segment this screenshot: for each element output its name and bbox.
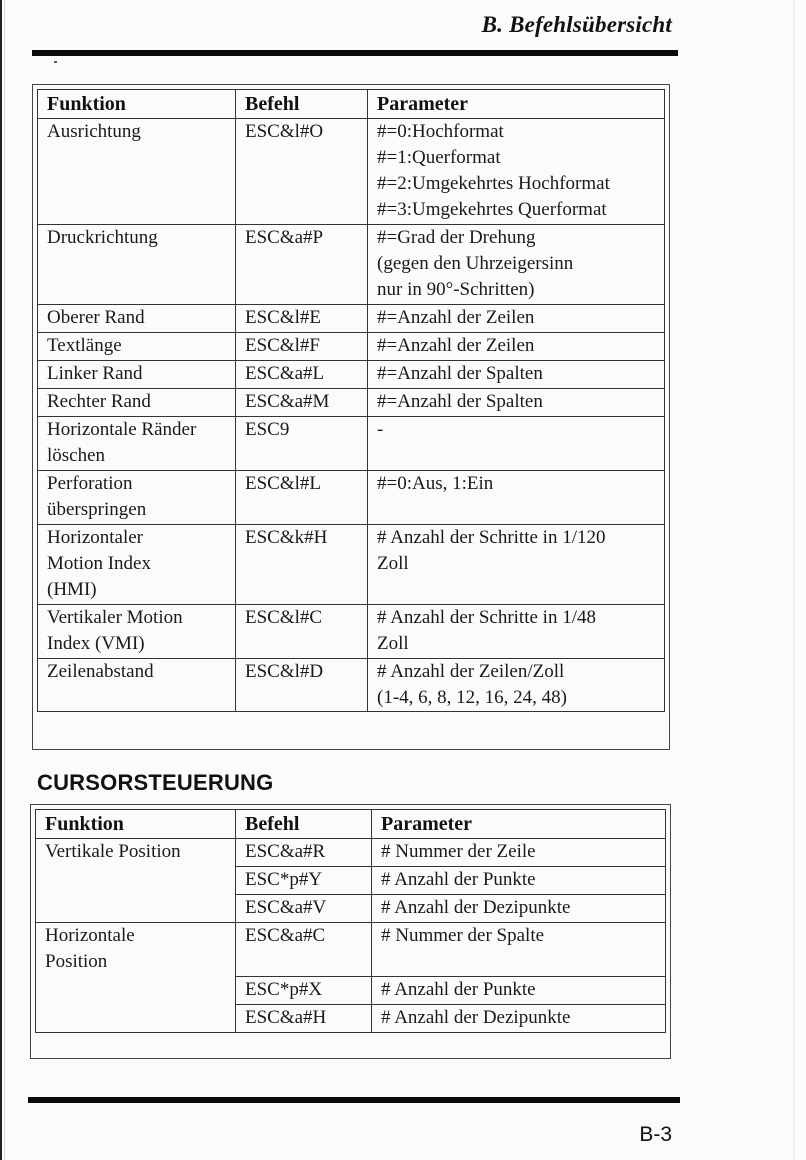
parameter-cell <box>368 305 665 333</box>
table-row <box>36 923 666 977</box>
parameter-cell-line: #=3:Umgekehrtes Querformat <box>377 199 607 220</box>
cursor-control-table <box>35 809 666 1033</box>
running-title: B. Befehlsübersicht <box>481 12 672 37</box>
funktion-cell <box>38 659 236 712</box>
parameter-cell <box>368 417 665 471</box>
column-header-befehl: Befehl <box>236 90 368 119</box>
cursor-control-table-body <box>36 839 666 1033</box>
befehl-cell: ESC&l#E <box>236 305 368 333</box>
parameter-cell: # Anzahl der Dezipunkte <box>372 1005 666 1033</box>
column-header-funktion: Funktion <box>36 810 236 839</box>
funktion-cell-line: überspringen <box>47 499 147 520</box>
page-format-table-frame <box>32 84 670 750</box>
befehl-cell: ESC*p#Y <box>236 867 372 895</box>
funktion-cell-line: Horizontale <box>45 925 135 946</box>
table-row <box>38 333 665 361</box>
cursor-control-table-frame <box>30 804 671 1059</box>
funktion-cell-line: Vertikaler Motion <box>47 607 183 628</box>
parameter-cell-line: nur in 90°-Schritten) <box>377 279 535 300</box>
section-heading-cursor-control: CURSORSTEUERUNG <box>37 770 274 795</box>
parameter-cell-line: #=Anzahl der Spalten <box>377 363 543 384</box>
funktion-cell <box>38 471 236 525</box>
table-row <box>36 839 666 867</box>
parameter-cell: # Nummer der Spalte <box>372 923 666 977</box>
befehl-cell: ESC&l#L <box>236 471 368 525</box>
parameter-cell-line: (gegen den Uhrzeigersinn <box>377 253 574 274</box>
funktion-cell-line: Textlänge <box>47 335 122 356</box>
befehl-cell: ESC&a#L <box>236 361 368 389</box>
parameter-cell-line: #=0:Hochformat <box>377 121 504 142</box>
funktion-cell <box>38 119 236 225</box>
funktion-cell <box>38 305 236 333</box>
funktion-cell <box>38 225 236 305</box>
funktion-cell <box>38 605 236 659</box>
funktion-cell <box>36 839 236 923</box>
funktion-cell <box>36 923 236 1033</box>
page-edge-shadow <box>4 0 5 1160</box>
parameter-cell: # Anzahl der Punkte <box>372 977 666 1005</box>
funktion-cell <box>38 361 236 389</box>
funktion-cell-line: Linker Rand <box>47 363 143 384</box>
befehl-cell: ESC&a#R <box>236 839 372 867</box>
table-row <box>38 471 665 525</box>
header-rule <box>32 50 678 56</box>
page-number: B-3 <box>639 1123 672 1146</box>
befehl-cell: ESC*p#X <box>236 977 372 1005</box>
page-format-table-body <box>38 119 665 712</box>
befehl-cell: ESC&a#H <box>236 1005 372 1033</box>
table-row <box>38 605 665 659</box>
parameter-cell-line: #=Anzahl der Zeilen <box>377 335 535 356</box>
parameter-cell-line: # Anzahl der Zeilen/Zoll <box>377 661 565 682</box>
parameter-cell-line: (1-4, 6, 8, 12, 16, 24, 48) <box>377 687 567 708</box>
parameter-cell-line: #=Anzahl der Spalten <box>377 391 543 412</box>
parameter-cell <box>368 361 665 389</box>
befehl-cell: ESC9 <box>236 417 368 471</box>
table-header-row <box>38 90 665 119</box>
funktion-cell-line: Position <box>45 951 108 972</box>
funktion-cell-line: (HMI) <box>47 579 97 600</box>
funktion-cell-line: Zeilenabstand <box>47 661 154 682</box>
parameter-cell-line: # Anzahl der Schritte in 1/48 <box>377 607 596 628</box>
parameter-cell: # Anzahl der Dezipunkte <box>372 895 666 923</box>
parameter-cell-line: #=Grad der Drehung <box>377 227 536 248</box>
parameter-cell <box>368 471 665 525</box>
befehl-cell: ESC&a#C <box>236 923 372 977</box>
parameter-cell-line: #=Anzahl der Zeilen <box>377 307 535 328</box>
parameter-cell: # Nummer der Zeile <box>372 839 666 867</box>
funktion-cell <box>38 333 236 361</box>
parameter-cell: # Anzahl der Punkte <box>372 867 666 895</box>
befehl-cell: ESC&l#O <box>236 119 368 225</box>
parameter-cell <box>368 605 665 659</box>
table-row <box>38 119 665 225</box>
funktion-cell-line: Druckrichtung <box>47 227 158 248</box>
parameter-cell <box>368 225 665 305</box>
table-row <box>38 417 665 471</box>
befehl-cell: ESC&k#H <box>236 525 368 605</box>
table-row <box>38 305 665 333</box>
parameter-cell-line: - <box>377 419 384 440</box>
funktion-cell-line: Perforation <box>47 473 133 494</box>
befehl-cell: ESC&l#C <box>236 605 368 659</box>
footer-rule <box>28 1097 680 1103</box>
funktion-cell-line: Horizontaler <box>47 527 144 548</box>
table-row <box>38 225 665 305</box>
befehl-cell: ESC&a#P <box>236 225 368 305</box>
parameter-cell <box>368 333 665 361</box>
funktion-cell-line: Motion Index <box>47 553 151 574</box>
scan-speck <box>54 61 57 63</box>
table-header-row <box>36 810 666 839</box>
page-format-table <box>37 89 665 712</box>
funktion-cell <box>38 525 236 605</box>
funktion-cell-line: Ausrichtung <box>47 121 141 142</box>
parameter-cell-line: # Anzahl der Schritte in 1/120 <box>377 527 606 548</box>
parameter-cell-line: #=1:Querformat <box>377 147 501 168</box>
funktion-cell-line: Horizontale Ränder <box>47 419 197 440</box>
funktion-cell-line: Oberer Rand <box>47 307 145 328</box>
funktion-cell-line: löschen <box>47 445 106 466</box>
parameter-cell-line: Zoll <box>377 633 409 654</box>
befehl-cell: ESC&a#V <box>236 895 372 923</box>
parameter-cell-line: #=0:Aus, 1:Ein <box>377 473 494 494</box>
parameter-cell-line: #=2:Umgekehrtes Hochformat <box>377 173 610 194</box>
page-edge-left <box>0 0 2 1160</box>
funktion-cell-line: Vertikale Position <box>45 841 181 862</box>
table-row <box>38 525 665 605</box>
funktion-cell-line: Index (VMI) <box>47 633 145 654</box>
funktion-cell <box>38 389 236 417</box>
column-header-parameter: Parameter <box>368 90 665 119</box>
parameter-cell <box>368 525 665 605</box>
befehl-cell: ESC&l#D <box>236 659 368 712</box>
parameter-cell-line: Zoll <box>377 553 409 574</box>
parameter-cell <box>368 389 665 417</box>
column-header-funktion: Funktion <box>38 90 236 119</box>
table-row <box>38 389 665 417</box>
table-row <box>38 361 665 389</box>
parameter-cell <box>368 119 665 225</box>
funktion-cell-line: Rechter Rand <box>47 391 151 412</box>
page-edge-right <box>793 0 795 1160</box>
column-header-parameter: Parameter <box>372 810 666 839</box>
befehl-cell: ESC&l#F <box>236 333 368 361</box>
funktion-cell <box>38 417 236 471</box>
column-header-befehl: Befehl <box>236 810 372 839</box>
table-row <box>38 659 665 712</box>
befehl-cell: ESC&a#M <box>236 389 368 417</box>
parameter-cell <box>368 659 665 712</box>
